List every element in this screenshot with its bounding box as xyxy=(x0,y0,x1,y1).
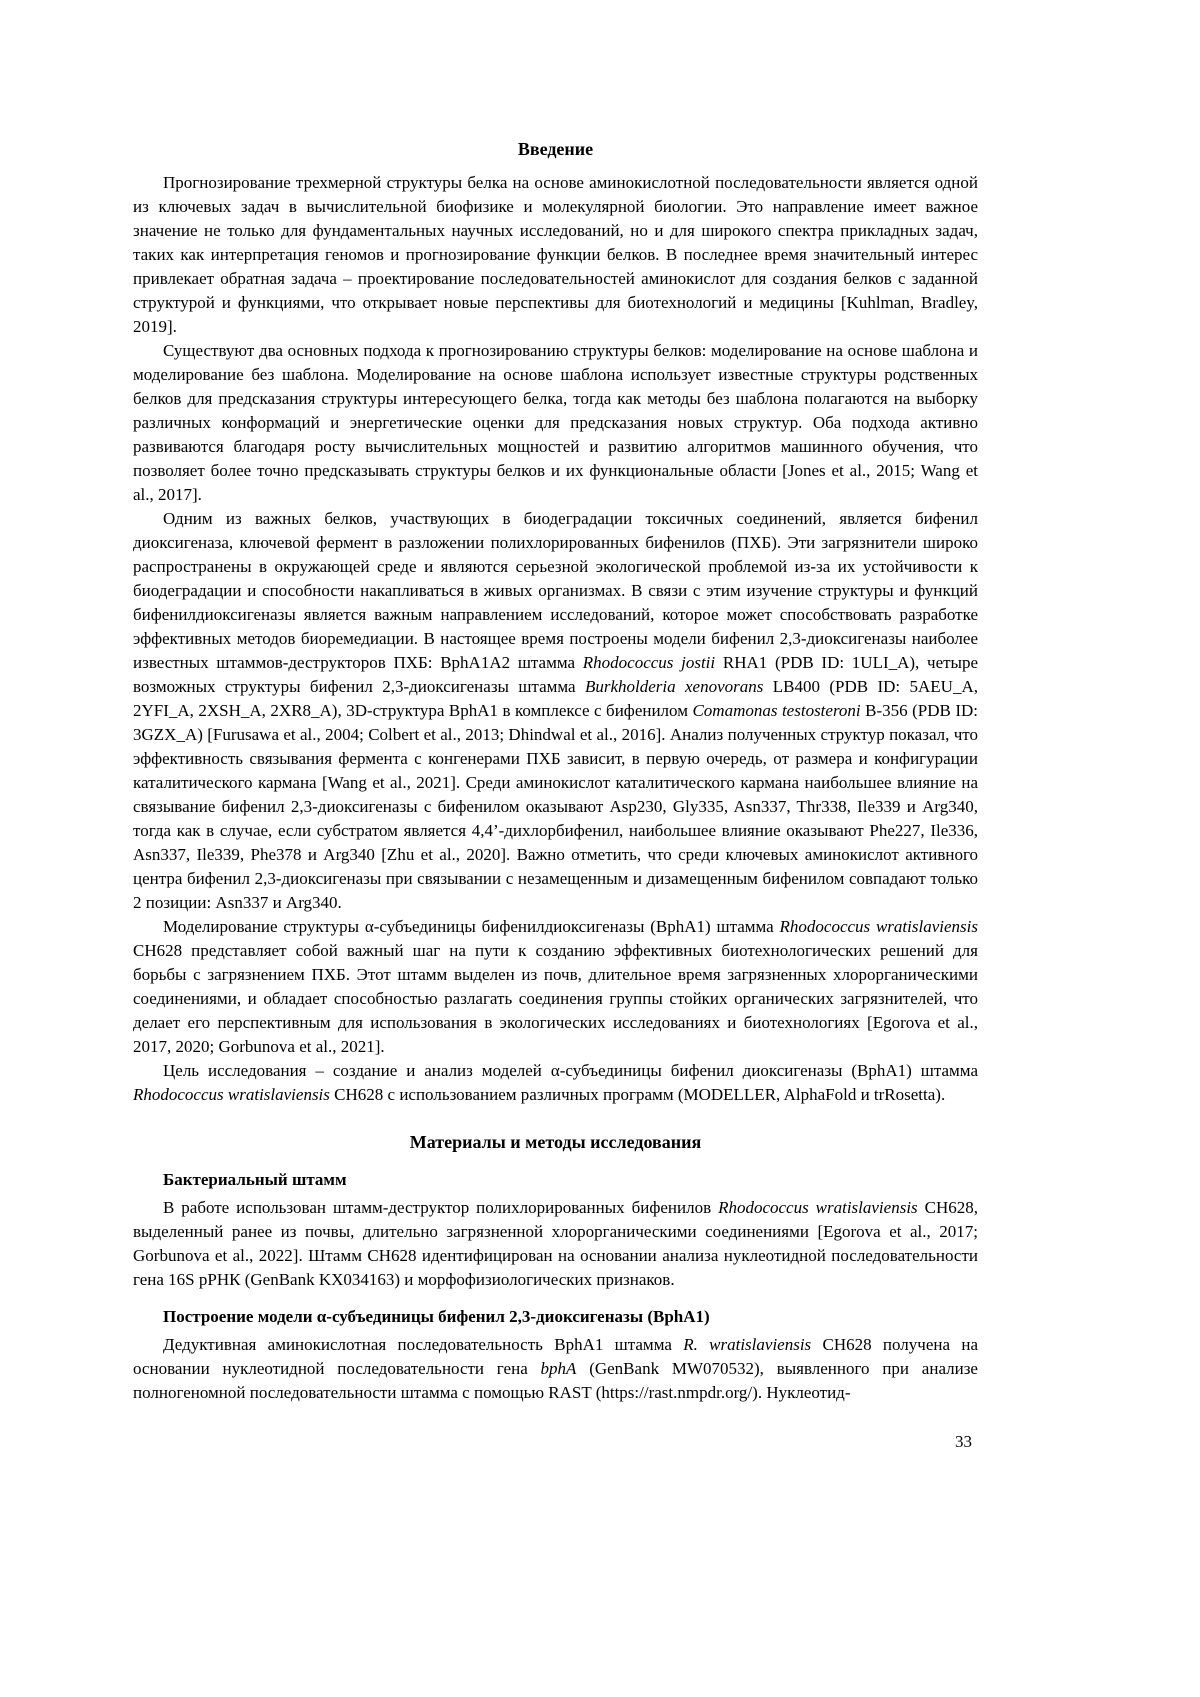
subsection-heading-bacterial-strain: Бактериальный штамм xyxy=(163,1170,347,1189)
section-heading-methods: Материалы и методы исследования xyxy=(409,1132,702,1152)
intro-paragraph-2: Существуют два основных подхода к прогнозированию структуры белков: моделирование на основе шаблона и моделирование без шаблона. Моделирование на основе шаблона использует известные структуры родственных белков для предсказания структуры интересующего белка, тогда как методы без шаблона полагаются на выборку различных конформаций и энергетические оценки для предсказания новых структур. Оба подхода активно развиваются благодаря росту вычислительных мощностей и развитию алгоритмов машинного обучения, что позволяет более точно предсказывать структуры белков и их функциональные области [Jones et al., 2015; Wang et al., 2017]. xyxy=(133,341,978,504)
methods-bacterial-strain-paragraph: В работе использован штамм-деструктор полихлорированных бифенилов Rhodococcus wratislaviensis CH628, выделенный ранее из почвы, длительно загрязненной хлорорганическими соединениями [Egorova et al., 2017; Gorbunova et al., 2022]. Штамм CH628 идентифицирован на основании анализа нуклеотидной последовательности гена 16S рРНК (GenBank KX034163) и морфофизиологических признаков. xyxy=(133,1198,978,1289)
subsection-heading-model-construction: Построение модели α-субъединицы бифенил 2,3-диоксигеназы (BphA1) xyxy=(163,1307,710,1326)
intro-paragraph-4: Моделирование структуры α-субъединицы бифенилдиоксигеназы (BphA1) штамма Rhodococcus wratislaviensis CH628 представляет собой важный шаг на пути к созданию эффективных биотехнологических решений для борьбы с загрязнением ПХБ. Этот штамм выделен из почв, длительное время загрязненных хлорорганическими соединениями, и обладает способностью разлагать соединения группы стойких органических загрязнителей, что делает его перспективным для использования в экологических исследованиях и биотехнологиях [Egorova et al., 2017, 2020; Gorbunova et al., 2021]. xyxy=(133,917,978,1056)
section-heading-introduction: Введение xyxy=(517,139,594,159)
intro-paragraph-3: Одним из важных белков, участвующих в биодеградации токсичных соединений, является бифенил диоксигеназа, ключевой фермент в разложении полихлорированных бифенилов (ПХБ). Эти загрязнители широко распространены в окружающей среде и являются серьезной экологической проблемой из-за их устойчивости к биодеградации и способности накапливаться в живых организмах. В связи с этим изучение структуры и функций бифенилдиоксигеназы является важным направлением исследований, которое может способствовать разработке эффективных методов биоремедиации. В настоящее время построены модели бифенил 2,3-диоксигеназы наиболее известных штаммов-деструкторов ПХБ: BphA1A2 штамма Rhodococcus jostii RHA1 (PDB ID: 1ULI_A), четыре возможных структуры бифенил 2,3-диоксигеназы штамма Burkholderia xenovorans LB400 (PDB ID: 5AEU_A, 2YFI_A, 2XSH_A, 2XR8_A), 3D-структура BphA1 в комплексе с бифенилом Comamonas testosteroni B-356 (PDB ID: 3GZX_A) [Furusawa et al., 2004; Colbert et al., 2013; Dhindwal et al., 2016]. Анализ полученных структур показал, что эффективность связывания фермента с конгенерами ПХБ зависит, в первую очередь, от размера и конфигурации каталитического кармана [Wang et al., 2021]. Среди аминокислот каталитического кармана наибольшее влияние на связывание бифенил 2,3-диоксигеназы с бифенилом оказывают Asp230, Gly335, Asn337, Thr338, Ile339 и Arg340, тогда как в случае, если субстратом является 4,4’-дихлорбифенил, наибольшее влияние оказывают Phe227, Ile336, Asn337, Ile339, Phe378 и Arg340 [Zhu et al., 2020]. Важно отметить, что среди ключевых аминокислот активного центра бифенил 2,3-диоксигеназы при связывании с незамещенным и дизамещенным бифенилом совпадают только 2 позиции: Asn337 и Arg340. xyxy=(133,509,979,912)
methods-model-construction-paragraph: Дедуктивная аминокислотная последовательность BphA1 штамма R. wratislaviensis CH628 получена на основании нуклеотидной последовательности гена bphA (GenBank MW070532), выявленного при анализе полногеномной последовательности штамма с помощью RAST (https://rast.nmpdr.org/). Нуклеотид- xyxy=(133,1335,978,1402)
intro-paragraph-1: Прогнозирование трехмерной структуры белка на основе аминокислотной последовательности является одной из ключевых задач в вычислительной биофизике и молекулярной биологии. Это направление имеет важное значение не только для фундаментальных научных исследований, но и для широкого спектра прикладных задач, таких как интерпретация геномов и прогнозирование функции белков. В последнее время значительный интерес привлекает обратная задача – проектирование последовательностей аминокислот для создания белков с заданной структурой и функциями, что открывает новые перспективы для биотехнологий и медицины [Kuhlman, Bradley, 2019]. xyxy=(133,173,978,336)
page-number: 33 xyxy=(955,1432,972,1451)
intro-paragraph-5: Цель исследования – создание и анализ моделей α-субъединицы бифенил диоксигеназы (BphA1) штамма Rhodococcus wratislaviensis CH628 с использованием различных программ (MODELLER, AlphaFold и trRosetta). xyxy=(133,1061,978,1104)
